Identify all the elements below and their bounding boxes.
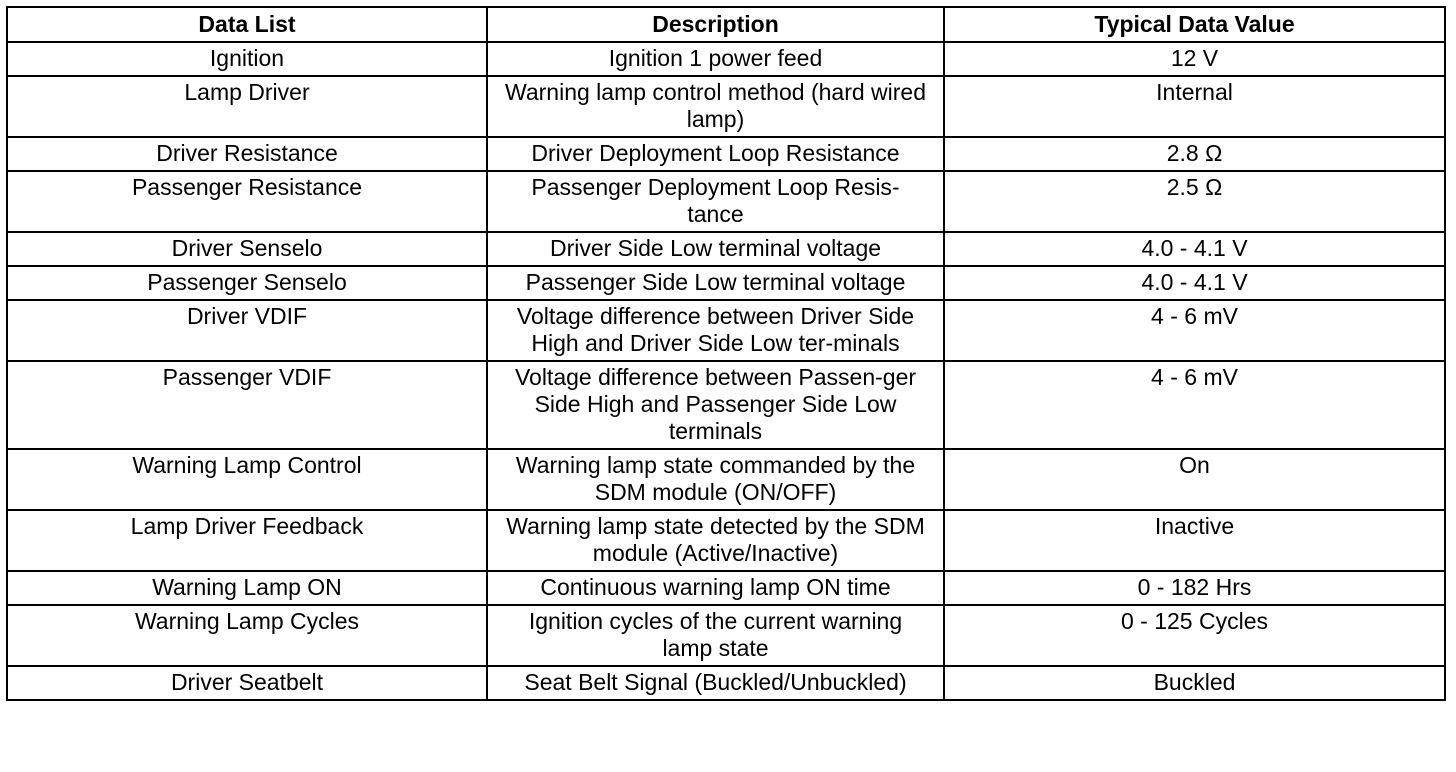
table-row xyxy=(7,666,1445,700)
value-cell: 2.8 Ω xyxy=(944,137,1445,171)
data-list-cell: Driver Seatbelt xyxy=(7,666,487,700)
value-cell: Inactive xyxy=(944,510,1445,571)
table-row xyxy=(7,42,1445,76)
description-cell: Seat Belt Signal (Buckled/Unbuckled) xyxy=(487,666,944,700)
data-list-cell: Lamp Driver xyxy=(7,76,487,137)
value-cell: Buckled xyxy=(944,666,1445,700)
table-header-row xyxy=(7,7,1445,42)
data-list-cell: Passenger VDIF xyxy=(7,361,487,449)
table-row xyxy=(7,137,1445,171)
data-list-cell: Passenger Senselo xyxy=(7,266,487,300)
value-cell: Internal xyxy=(944,76,1445,137)
description-cell: Driver Side Low terminal voltage xyxy=(487,232,944,266)
table-row xyxy=(7,300,1445,361)
header-data-list: Data List xyxy=(7,7,487,42)
description-cell: Warning lamp state commanded by the SDM module (ON/OFF) xyxy=(487,449,944,510)
data-list-cell: Passenger Resistance xyxy=(7,171,487,232)
description-cell: Warning lamp control method (hard wired lamp) xyxy=(487,76,944,137)
table-row xyxy=(7,361,1445,449)
table-row xyxy=(7,605,1445,666)
data-list-cell: Driver Resistance xyxy=(7,137,487,171)
table-row xyxy=(7,232,1445,266)
description-cell: Voltage difference between Driver Side High and Driver Side Low ter-minals xyxy=(487,300,944,361)
value-cell: 4 - 6 mV xyxy=(944,361,1445,449)
description-cell: Warning lamp state detected by the SDM module (Active/Inactive) xyxy=(487,510,944,571)
data-list-cell: Lamp Driver Feedback xyxy=(7,510,487,571)
header-description: Description xyxy=(487,7,944,42)
description-cell: Passenger Side Low terminal voltage xyxy=(487,266,944,300)
description-cell: Continuous warning lamp ON time xyxy=(487,571,944,605)
value-cell: 4 - 6 mV xyxy=(944,300,1445,361)
description-cell: Driver Deployment Loop Resistance xyxy=(487,137,944,171)
data-list-cell: Warning Lamp Control xyxy=(7,449,487,510)
table-row xyxy=(7,510,1445,571)
table-row xyxy=(7,571,1445,605)
header-typical-data-value: Typical Data Value xyxy=(944,7,1445,42)
description-cell: Voltage difference between Passen-ger Side High and Passenger Side Low terminals xyxy=(487,361,944,449)
table-row xyxy=(7,266,1445,300)
value-cell: On xyxy=(944,449,1445,510)
data-list-cell: Ignition xyxy=(7,42,487,76)
table-row xyxy=(7,449,1445,510)
data-list-cell: Warning Lamp ON xyxy=(7,571,487,605)
value-cell: 0 - 182 Hrs xyxy=(944,571,1445,605)
description-cell: Ignition 1 power feed xyxy=(487,42,944,76)
data-list-table xyxy=(6,6,1446,701)
data-list-cell: Warning Lamp Cycles xyxy=(7,605,487,666)
table-row xyxy=(7,171,1445,232)
value-cell: 12 V xyxy=(944,42,1445,76)
value-cell: 2.5 Ω xyxy=(944,171,1445,232)
value-cell: 4.0 - 4.1 V xyxy=(944,266,1445,300)
description-cell: Ignition cycles of the current warning lamp state xyxy=(487,605,944,666)
data-list-cell: Driver Senselo xyxy=(7,232,487,266)
description-cell: Passenger Deployment Loop Resis-tance xyxy=(487,171,944,232)
data-list-cell: Driver VDIF xyxy=(7,300,487,361)
table-row xyxy=(7,76,1445,137)
value-cell: 4.0 - 4.1 V xyxy=(944,232,1445,266)
value-cell: 0 - 125 Cycles xyxy=(944,605,1445,666)
